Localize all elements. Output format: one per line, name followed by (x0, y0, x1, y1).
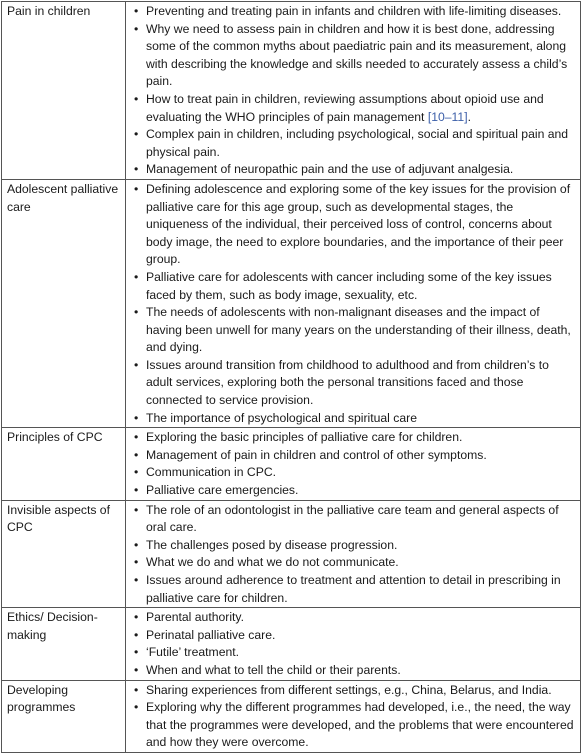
row-topic: Pain in children (2, 2, 126, 180)
list-item: • Complex pain in children, including psychological, social and spiritual pain and physical pain. (131, 126, 576, 161)
row-topic: Developing programmes (2, 680, 126, 752)
table-row (2, 680, 581, 752)
list-item: • Management of neuropathic pain and the use of adjuvant analgesia. (131, 161, 576, 179)
list-item: • What we do and what we do not communicate. (131, 554, 576, 572)
table-row (2, 2, 581, 180)
list-item: • Sharing experiences from different settings, e.g., China, Belarus, and India. (131, 682, 576, 700)
table-row (2, 179, 581, 427)
list-item: • Communication in CPC. (131, 464, 576, 482)
bullet-list (131, 181, 576, 427)
list-item: • Perinatal palliative care. (131, 627, 576, 645)
list-item: • Parental authority. (131, 609, 576, 627)
list-item: • Why we need to assess pain in children and how it is best done, addressing some of the common myths about paediatric pain and its measurement, along with describing the knowledge and skills needed to accurately assess a child’s pain. (131, 21, 576, 91)
list-item: • ‘Futile’ treatment. (131, 644, 576, 662)
row-content (126, 680, 581, 752)
table-row (2, 428, 581, 500)
list-item: • Exploring the basic principles of palliative care for children. (131, 429, 576, 447)
row-content (126, 608, 581, 680)
row-content (126, 2, 581, 180)
list-item: • Palliative care emergencies. (131, 482, 576, 500)
table-row (2, 500, 581, 608)
list-item (131, 91, 576, 126)
list-item: • The role of an odontologist in the palliative care team and general aspects of oral care. (131, 502, 576, 537)
row-topic: Ethics/ Decision-making (2, 608, 126, 680)
list-item: • When and what to tell the child or their parents. (131, 662, 576, 680)
list-item-text: How to treat pain in children, reviewing assumptions about opioid use and evaluating the WHO principles of pain management (146, 91, 544, 124)
list-item: • Preventing and treating pain in infants and children with life-limiting diseases. (131, 3, 576, 21)
list-item: • Issues around transition from childhood to adulthood and from children’s to adult services, exploring both the personal transitions faced and those connected to service provision. (131, 357, 576, 410)
bullet-list (131, 609, 576, 679)
row-topic: Adolescent palliative care (2, 179, 126, 427)
list-item: • Palliative care for adolescents with cancer including some of the key issues faced by them, such as body image, sexuality, etc. (131, 269, 576, 304)
list-item: • The challenges posed by disease progression. (131, 537, 576, 555)
row-topic: Invisible aspects of CPC (2, 500, 126, 608)
bullet-list (131, 429, 576, 499)
list-item-text-suffix: . (467, 109, 471, 124)
list-item: • The importance of psychological and spiritual care (131, 410, 576, 428)
bullet-list (131, 3, 576, 179)
reference-link[interactable]: [10–11] (427, 109, 468, 124)
bullet-list (131, 682, 576, 752)
list-item: • The needs of adolescents with non-malignant diseases and the impact of having been unwell for many years on the understanding of their illness, death, and dying. (131, 304, 576, 357)
table-row (2, 608, 581, 680)
row-content (126, 500, 581, 608)
list-item: • Issues around adherence to treatment and attention to detail in prescribing in palliative care for children. (131, 572, 576, 607)
list-item: • Exploring why the different programmes had developed, i.e., the need, the way that the programmes were developed, and the problems that were encountered and how they were overcome. (131, 699, 576, 752)
row-topic: Principles of CPC (2, 428, 126, 500)
row-content (126, 179, 581, 427)
curriculum-table (1, 1, 581, 753)
row-content (126, 428, 581, 500)
bullet-list (131, 502, 576, 608)
list-item: • Management of pain in children and control of other symptoms. (131, 447, 576, 465)
list-item: • Defining adolescence and exploring some of the key issues for the provision of palliative care for this age group, such as developmental stages, the uniqueness of the individual, their perceived loss of control, concerns about body image, the need to explore boundaries, and the importance of their peer group. (131, 181, 576, 269)
